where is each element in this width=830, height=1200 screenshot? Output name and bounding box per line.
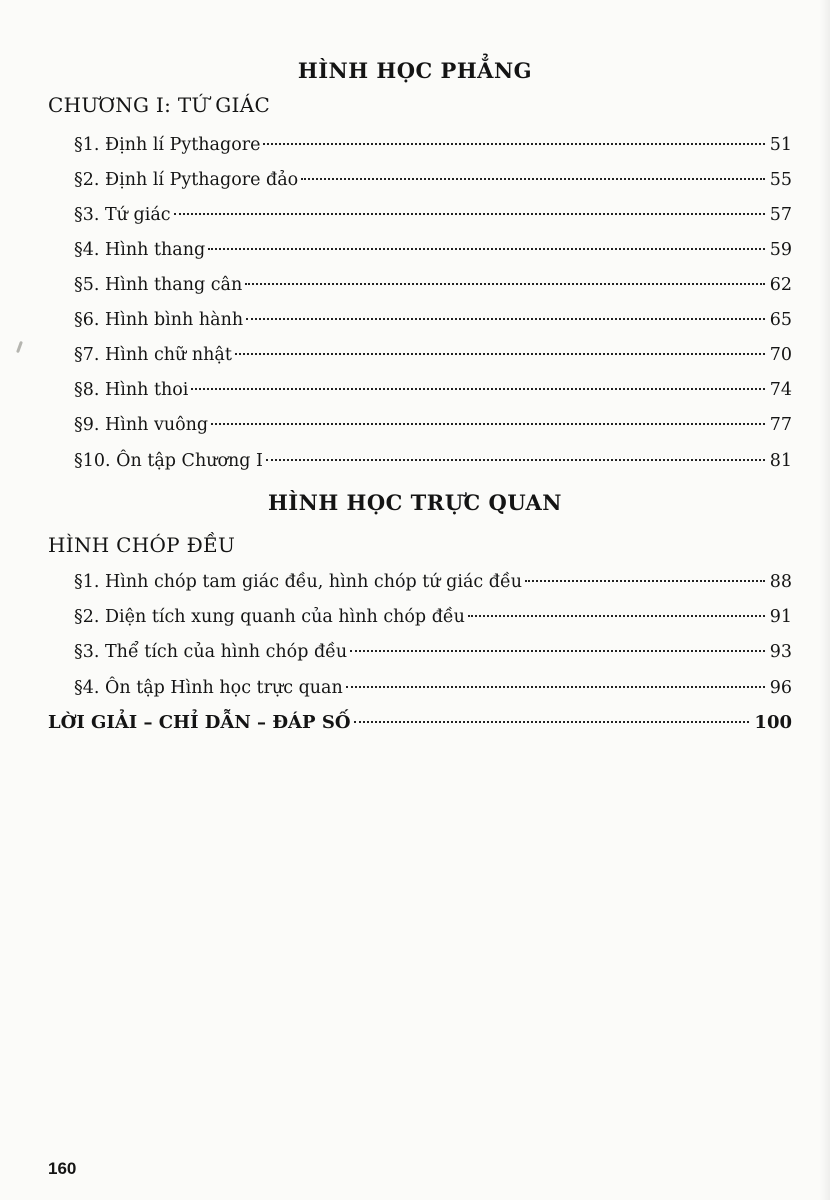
- toc-entry-label: §3. Tứ giác: [74, 205, 171, 225]
- paper-speck: [16, 341, 23, 353]
- dot-leader: [208, 248, 765, 250]
- toc-entry-label: §9. Hình vuông: [74, 415, 209, 435]
- toc-entry-label: §4. Hình thang: [74, 240, 206, 260]
- toc-entry-page: 93: [769, 642, 792, 662]
- toc-entry[interactable]: [74, 168, 792, 192]
- toc-entry-page: 59: [769, 240, 792, 260]
- toc-entry[interactable]: [74, 676, 792, 700]
- toc-entry-label: §5. Hình thang cân: [74, 275, 243, 295]
- dot-leader: [191, 388, 764, 390]
- dot-leader: [525, 580, 765, 582]
- dot-leader: [174, 213, 765, 215]
- toc-entry[interactable]: [74, 570, 792, 594]
- dot-leader: [246, 318, 765, 320]
- toc-entry[interactable]: [74, 203, 792, 227]
- page-number: 160: [48, 1159, 77, 1178]
- toc-entry-page: 77: [769, 415, 792, 435]
- toc-entry-page: 57: [769, 205, 792, 225]
- dot-leader: [468, 615, 765, 617]
- chapter-title-regular-pyramids: HÌNH CHÓP ĐỀU: [48, 533, 236, 557]
- dot-leader: [235, 353, 765, 355]
- toc-entry-label: §1. Hình chóp tam giác đều, hình chóp tứ giác đều: [74, 572, 522, 592]
- toc-entry[interactable]: [74, 413, 792, 437]
- toc-entry-label: §6. Hình bình hành: [74, 310, 244, 330]
- toc-entry-answers[interactable]: [48, 711, 792, 735]
- dot-leader: [211, 423, 765, 425]
- part-title-visual-geometry: HÌNH HỌC TRỰC QUAN: [267, 490, 563, 515]
- toc-entry-page: 74: [769, 380, 792, 400]
- toc-entry-page: 51: [769, 135, 792, 155]
- dot-leader: [263, 143, 764, 145]
- toc-entry-page: 96: [769, 678, 792, 698]
- dot-leader: [301, 178, 765, 180]
- toc-entry-page: 100: [754, 712, 792, 733]
- part-title-plane-geometry: HÌNH HỌC PHẲNG: [297, 58, 533, 83]
- toc-entry-page: 81: [769, 451, 792, 471]
- toc-entry[interactable]: [74, 378, 792, 402]
- toc-entry-label: §10. Ôn tập Chương I: [74, 451, 263, 471]
- toc-entry[interactable]: [74, 449, 792, 473]
- toc-entry-label: §8. Hình thoi: [74, 380, 189, 400]
- toc-entry-page: 70: [769, 345, 792, 365]
- toc-entry-label: §1. Định lí Pythagore: [74, 135, 261, 155]
- toc-entry-label: §2. Diện tích xung quanh của hình chóp đều: [74, 607, 465, 627]
- chapter-title-quadrilaterals: CHƯƠNG I: TỨ GIÁC: [48, 93, 271, 117]
- toc-entry[interactable]: [74, 238, 792, 262]
- toc-entry-label: §2. Định lí Pythagore đảo: [74, 170, 299, 190]
- toc-entry-page: 62: [769, 275, 792, 295]
- dot-leader: [245, 283, 764, 285]
- toc-entry[interactable]: [74, 133, 792, 157]
- toc-entry-label: §3. Thể tích của hình chóp đều: [74, 642, 348, 662]
- toc-entry-page: 65: [769, 310, 792, 330]
- dot-leader: [346, 686, 765, 688]
- toc-entry[interactable]: [74, 640, 792, 664]
- page-edge-shadow: [820, 0, 830, 1200]
- toc-entry-label: §4. Ôn tập Hình học trực quan: [74, 678, 343, 698]
- toc-entry-page: 55: [769, 170, 792, 190]
- toc-entry-label: §7. Hình chữ nhật: [74, 345, 232, 365]
- toc-entry-page: 91: [769, 607, 792, 627]
- dot-leader: [354, 721, 750, 723]
- toc-entry[interactable]: [74, 343, 792, 367]
- toc-entry-page: 88: [769, 572, 792, 592]
- toc-entry[interactable]: [74, 605, 792, 629]
- dot-leader: [266, 459, 765, 461]
- toc-entry[interactable]: [74, 273, 792, 297]
- toc-entry[interactable]: [74, 308, 792, 332]
- toc-entry-label: LỜI GIẢI – CHỈ DẪN – ĐÁP SỐ: [48, 712, 351, 733]
- dot-leader: [350, 650, 765, 652]
